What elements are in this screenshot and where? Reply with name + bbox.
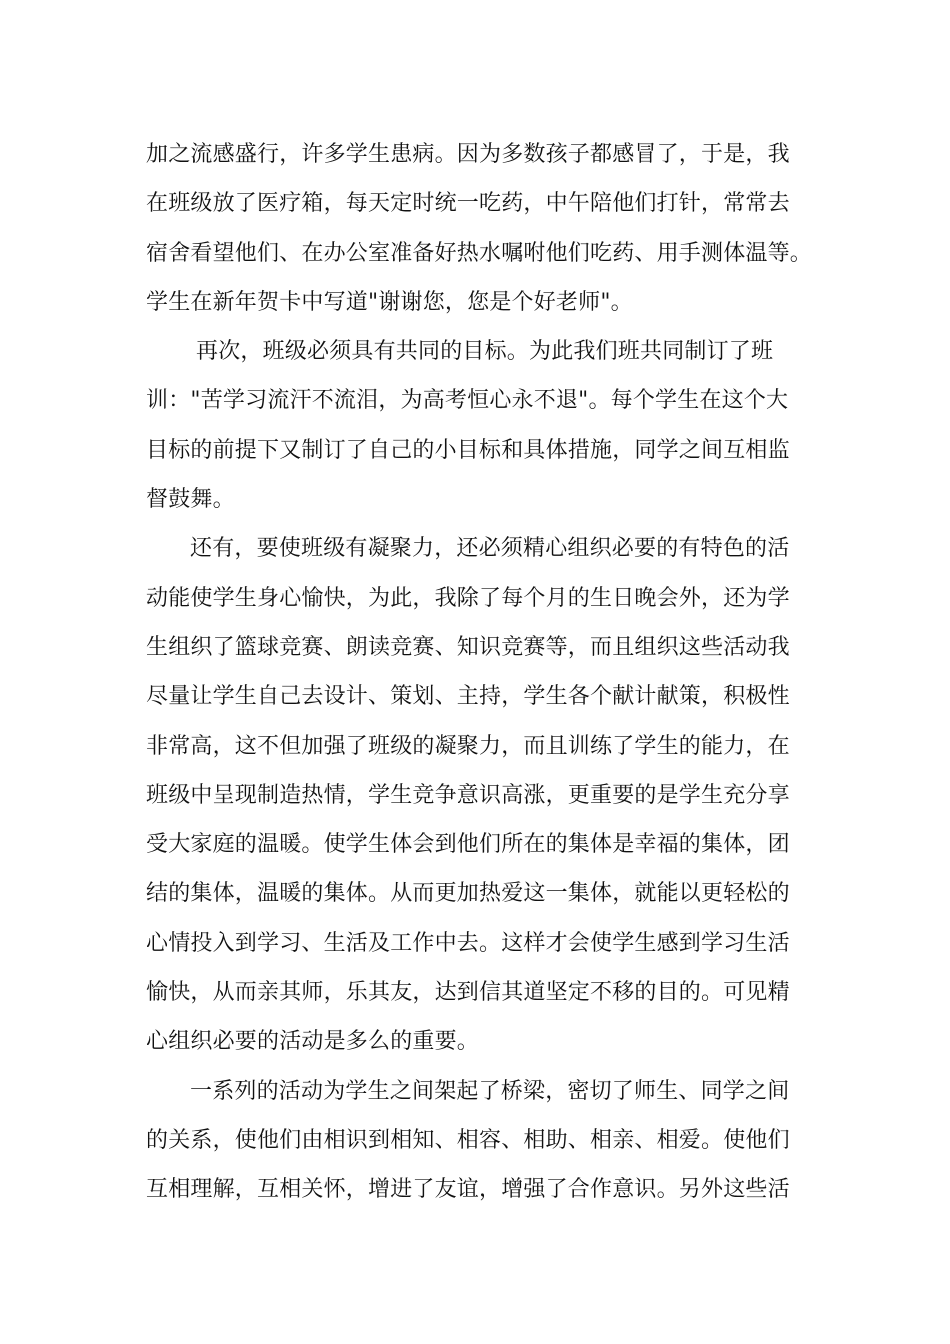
text-line: 结的集体，温暖的集体。从而更加热爱这一集体，就能以更轻松的 xyxy=(146,881,790,907)
text-line: 愉快，从而亲其师，乐其友，达到信其道坚定不移的目的。可见精 xyxy=(146,980,790,1006)
document-body xyxy=(146,130,826,1215)
text-line: 训："苦学习流汗不流泪，为高考恒心永不退"。每个学生在这个大 xyxy=(146,388,789,414)
text-line: 在班级放了医疗箱，每天定时统一吃药，中午陪他们打针，常常去 xyxy=(146,191,790,217)
text-line: 心情投入到学习、生活及工作中去。这样才会使学生感到学习生活 xyxy=(146,930,790,956)
text-line: 互相理解，互相关怀，增进了友谊，增强了合作意识。另外这些活 xyxy=(146,1177,790,1203)
text-line: 尽量让学生自己去设计、策划、主持，学生各个献计献策，积极性 xyxy=(146,684,790,710)
text-line: 动能使学生身心愉快，为此，我除了每个月的生日晚会外，还为学 xyxy=(146,585,790,611)
text-line: 宿舍看望他们、在办公室准备好热水嘱咐他们吃药、用手测体温等。 xyxy=(146,240,813,266)
text-line: 的关系，使他们由相识到相知、相容、相助、相亲、相爱。使他们 xyxy=(146,1127,790,1153)
paragraph-first-line: 还有，要使班级有凝聚力，还必须精心组织必要的有特色的活 xyxy=(190,536,790,562)
text-line: 加之流感盛行，许多学生患病。因为多数孩子都感冒了，于是，我 xyxy=(146,142,790,167)
paragraph-first-line: 一系列的活动为学生之间架起了桥梁，密切了师生、同学之间 xyxy=(190,1078,790,1104)
text-line: 学生在新年贺卡中写道"谢谢您，您是个好老师"。 xyxy=(146,289,633,315)
text-line: 心组织必要的活动是多么的重要。 xyxy=(146,1029,480,1055)
paragraph-first-line: 再次，班级必须具有共同的目标。为此我们班共同制订了班 xyxy=(196,339,774,365)
text-line: 生组织了篮球竞赛、朗读竞赛、知识竞赛等，而且组织这些活动我 xyxy=(146,634,790,660)
text-line: 班级中呈现制造热情，学生竞争意识高涨，更重要的是学生充分享 xyxy=(146,782,790,808)
text-line: 督鼓舞。 xyxy=(146,487,235,513)
text-line: 受大家庭的温暖。使学生体会到他们所在的集体是幸福的集体，团 xyxy=(146,832,790,858)
text-line: 非常高，这不但加强了班级的凝聚力，而且训练了学生的能力，在 xyxy=(146,733,790,759)
text-line: 目标的前提下又制订了自己的小目标和具体措施，同学之间互相监 xyxy=(146,437,790,463)
